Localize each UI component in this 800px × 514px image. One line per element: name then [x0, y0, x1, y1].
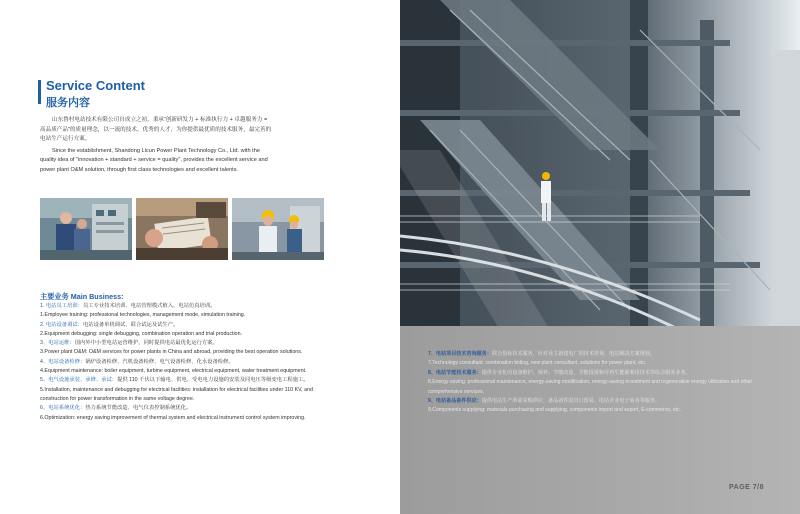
list-item: 8.Energy-saving: professional maintenance, energy-saving modification, energy-saving investment and regenerative energy utilization and other comprehensive services. [428, 379, 753, 395]
intro-cn: 山东鲁村电站技术有限公司自成立之初，秉承“创新研发力 + 标准执行力 + 卓越服务力 = 高品质产品”的质量理念，以一流的技术，优秀的人才，为你提供最优质的技术服务，最完善的电站生产运行方案。 [40, 117, 272, 143]
section-title-cn: 服务内容 [46, 97, 90, 109]
list-item: 2.Equipment debugging: single debugging, combination operation and trial production. [40, 330, 243, 337]
list-item: 2. 电站设备调试：电站设备单机调试、联合试运及试生产。 [40, 321, 179, 328]
list-item: 4.Equipment maintenance: boiler equipment, turbine equipment, electrical equipment, water treatment equipment. [40, 368, 307, 375]
main-business-title: 主要业务 Main Business: [40, 292, 124, 301]
intro-en: Since the establishment, Shandong Licun Power Plant Technology Co., Ltd. with the quality idea of "innovation + standard + service = quality", provides the excellent service and power plant O&M solution, through first class technologies and excellent talents. [40, 147, 268, 173]
list-item: 5、电气设施承装、承修、承试：提供 110 千伏以下输电、供电、受电电力设施的安装及同电压等级变电工程施工。 [40, 377, 309, 384]
additional-business-list [428, 350, 788, 416]
list-item: 1.Employee training: professional technologies, management mode, simulation training. [40, 312, 246, 319]
list-item: 8、电站节能技术服务：提供专业化的设备维护、保养、节能改造，节能投资和可再生能源利用技术等综合服务业务。 [428, 369, 691, 376]
list-item: 9.Components supplying: materials purchasing and supplying, components import and export, E-commerce, etc. [428, 407, 682, 414]
section-title-en: Service Content [46, 78, 145, 93]
list-item: 1. 电站员工培训：员工专业技术培训、电站管理模式植入、电站仿真培训。 [40, 303, 216, 309]
intro-text [40, 116, 272, 178]
main-business-list [40, 302, 380, 423]
industrial-staircase-photo [400, 0, 800, 330]
list-item: 9、电站备品备件供应：提供电站生产所需采购供应、备品备件进出口贸易、电站企业电子商务等服务。 [428, 398, 661, 405]
list-item: 7、电站项目技术咨询服务：联合投标技术服务，针对业主新建电厂的技术咨询，电站解决方案规划。 [428, 351, 655, 357]
page-number: PAGE 7/8 [729, 484, 764, 491]
title-accent-bar [38, 80, 41, 104]
photo-document-review [136, 198, 228, 260]
list-item: 5.Installation, maintenance and debugging for electrical facilities: installation for electrical facilities under 110 KV, and [40, 386, 313, 393]
photo-technicians [232, 198, 324, 260]
list-item: 3、电站运维：国内外中小型电站运营维护，同时提供电站最优化运行方案。 [40, 340, 218, 347]
right-page [400, 0, 800, 514]
list-item: 3.Power plant O&M: O&M services for power plants in China and abroad, providing the best operation solutions. [40, 349, 303, 356]
photo-strip [40, 198, 324, 260]
list-item: 4、电站设备检修：锅炉设备检修、汽机设备检修、电气设备检修、化水设备检修。 [40, 358, 234, 365]
list-item: construction for power transformation in the same voltage degree. [40, 395, 195, 402]
list-item: 6.Optimization: energy saving improvement of thermal system and electrical instrument control system improving. [40, 414, 306, 421]
list-item: 6、电站系统优化：热力系统节能改造、电气仪表控制系统优化。 [40, 405, 192, 412]
photo-control-panel [40, 198, 132, 260]
list-item: 7.Technology consultant: combination biding, new plant consultant, solutions for power plant, etc. [428, 360, 647, 367]
